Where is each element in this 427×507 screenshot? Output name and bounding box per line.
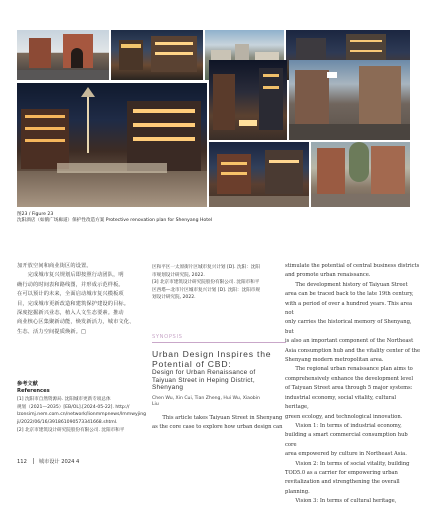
reference-line: 规划（2021—2035）[EB/OL].[2024-05-22]. http:// (17, 404, 130, 410)
text-line: building a smart commercial consumption hub core (285, 432, 408, 448)
text-line: 生态、活力空间提质焕新。□ (17, 328, 87, 335)
right-body-text (285, 262, 420, 507)
text-line: revitalization and strengthening the overall planning. (285, 479, 400, 495)
figure-caption (17, 212, 417, 224)
synopsis-subtitle-line: Design for Urban Renaissance of (152, 369, 256, 376)
text-line: 深度挖掘新兴业态，植入人文生态要素。推动 (17, 310, 124, 317)
synopsis-body-line: as the core case to explore how urban design can (152, 424, 283, 431)
synopsis-subtitle-line: Taiyuan Street in Heping District, (152, 376, 255, 384)
photo-street-night (209, 60, 287, 140)
authors-line: Chen Wu, Xin Cui, Tian Zheng, Hui Wu, Xiaobin (152, 395, 260, 401)
text-line: only carries the historical memory of Shenyang, but (285, 319, 412, 335)
photo-plaza-main (17, 83, 207, 207)
text-line: The regional urban renaissance plan aims to (285, 366, 413, 373)
text-line: and promote urban renaissance. (285, 272, 371, 279)
references-title-cn: 参考文献 (17, 381, 38, 387)
synopsis-label: SYNOPSIS (152, 334, 183, 340)
synopsis-title-line: Urban Design Inspires the (152, 349, 272, 359)
text-line: area empowered by culture in Northeast Asia. (285, 451, 407, 458)
photo-night-plaza (111, 30, 203, 80)
text-line: 加开放空间和商业街区的设置。 (17, 263, 92, 269)
authors-line: Liu (152, 402, 159, 408)
caption-text-en: Protective renovation plan for Shenyang Hotel (105, 218, 213, 223)
text-line: stimulate the potential of central business districts (285, 263, 420, 269)
text-line: of Taiyuan Street area through 5 major systems: (285, 385, 413, 392)
synopsis-title-line: Potential of CBD: (152, 358, 232, 369)
reference-line: lzonsimj.nem.com.cn/network/lionmmpnews/lmmwyjing (17, 412, 147, 418)
synopsis-rule (152, 342, 286, 343)
text-line: Vision 1: In terms of industrial economy, (285, 422, 402, 429)
text-line: area can be traced back to the late 19th century, (285, 291, 414, 298)
text-line: Vision 2: In terms of social vitality, building (285, 460, 410, 467)
reference-line: 市规划设计研究院, 2022. (152, 272, 205, 278)
text-line: 确行动的时间表和路线图，并形成示范样板。 (17, 281, 124, 288)
text-line: 完成城市复兴规划后即按照行动团队，明 (17, 272, 124, 279)
text-line: 商业核心区集聚新动能，焕发新活力，城市文化、 (17, 319, 135, 326)
synopsis-body-line: This article takes Taiyuan Street in Shenyang (152, 414, 283, 421)
reference-line: [2] 北京市建筑设计研究院股份有限公司. 沈阳市和平 (17, 427, 125, 433)
footer-divider (33, 458, 34, 464)
reference-line: [1] 沈阳市自然资源局. 沈阳城市更新专项总体 (17, 397, 111, 403)
reference-line: [3] 北京市建筑设计研究院股份有限公司. 沈阳市和平 (152, 280, 260, 286)
text-line: comprehensively enhance the development level (285, 375, 414, 382)
caption-text-cn: 沈阳酒店（如鹤广场廊道）保护性改造方案 (17, 218, 105, 223)
text-line: The development history of Taiyuan Street (285, 281, 408, 288)
reference-line: ji/2022/06/16/391861090573341668.shtml. (17, 419, 118, 425)
text-line: 在可以预计的未来，全面启动城市复兴模板项 (17, 291, 124, 298)
references-title-en: References (17, 387, 50, 394)
reference-line: 区和平区一太原街片区城市复兴计划 [D]. 沈阳：沈阳 (152, 265, 260, 270)
text-line: Vision 3: In terms of cultural heritage, (285, 498, 397, 505)
reference-line: 划设计研究院, 2022. (152, 295, 196, 301)
photo-courtyard (209, 142, 309, 207)
synopsis (152, 334, 286, 433)
text-line: Shenyang modern metropolitan area. (285, 357, 384, 364)
references (17, 381, 151, 434)
page-number: 112 (17, 459, 27, 465)
figure-number: 图23 / Figure 23 (17, 212, 54, 217)
text-line: Asia consumption hub and the vitality center of the (285, 347, 421, 354)
left-body-text (17, 262, 151, 337)
synopsis-subtitle-line: Shenyang (152, 384, 184, 392)
photo-street-arch (17, 30, 109, 80)
text-line: with a period of over a hundred years. This area not (285, 300, 413, 317)
photo-street-day (289, 60, 410, 140)
page-footer (17, 458, 79, 465)
text-line: is also an important component of the Northeast (285, 338, 414, 345)
photo-tree-lane (311, 142, 410, 207)
journal-name: 城市设计 2024 4 (38, 459, 80, 465)
reference-line: 区西塔—北市片区城市复兴计划 [D]. 沈阳：沈阳市规 (152, 287, 260, 293)
text-line: 目，完成城市更新改造和建筑保护建设的目标。 (17, 300, 130, 307)
text-line: TOD5.0 as a carrier for empowering urban (285, 469, 398, 476)
references-continued (152, 264, 286, 302)
text-line: industrial economy, social vitality, cultural heritage, (285, 394, 396, 411)
text-line: green ecology, and technological innovation. (285, 413, 403, 420)
